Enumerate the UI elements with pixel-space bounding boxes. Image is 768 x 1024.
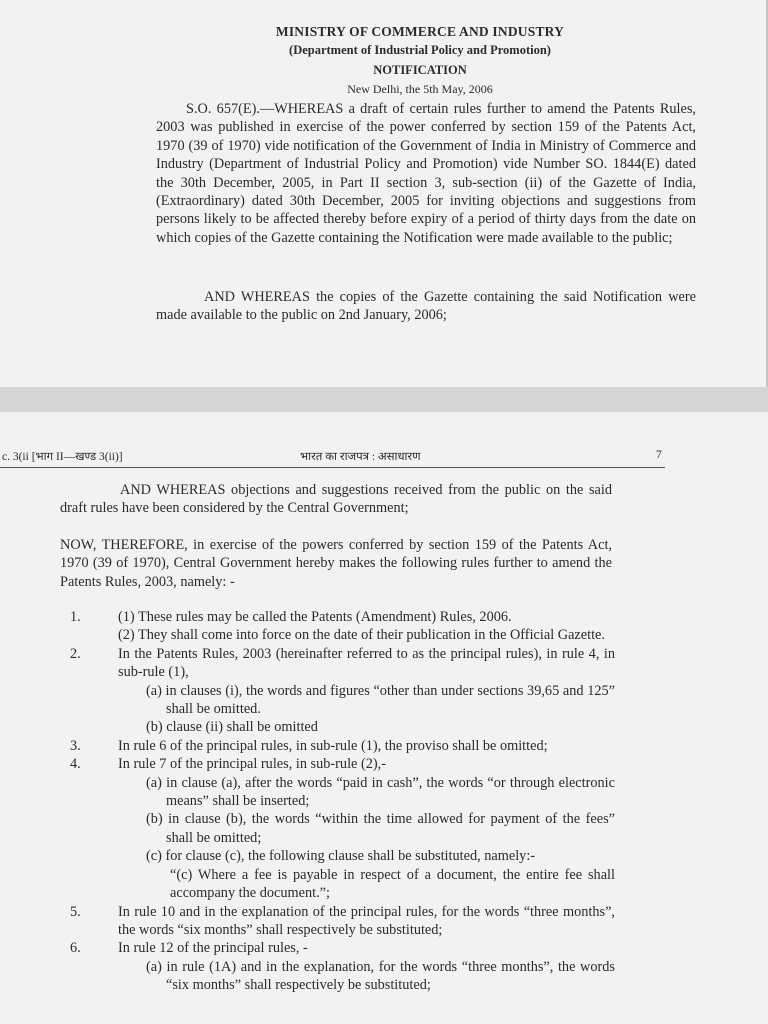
running-head-title: भारत का राजपत्र : असाधारण — [300, 451, 421, 463]
running-head — [0, 447, 665, 468]
page-number: 7 — [656, 449, 662, 461]
rule-4-text: In rule 7 of the principal rules, in sub-rule (2),- — [118, 756, 386, 773]
notification-heading: NOTIFICATION — [373, 63, 467, 77]
rule-6-text: In rule 12 of the principal rules, - — [118, 940, 308, 957]
clause-label: (b) — [146, 719, 163, 736]
clause-text: clause (ii) shall be omitted — [166, 719, 318, 736]
rule-2-text: In the Patents Rules, 2003 (hereinafter referred to as the principal rules), in rule 4, in sub-rule (1), — [118, 645, 615, 681]
ministry-heading: MINISTRY OF COMMERCE AND INDUSTRY — [275, 24, 565, 39]
rule-4-substituted-clause: “(c) Where a fee is payable in respect of a document, the entire fee shall accompany the document.”; — [170, 866, 615, 902]
rule-4 — [70, 755, 615, 902]
rule-number: 4. — [70, 756, 81, 773]
whereas-paragraph — [60, 481, 612, 518]
rules-list — [70, 608, 615, 995]
rule-3 — [70, 737, 615, 755]
rule-6-clause-a: (a) in rule (1A) and in the explanation, for the words “three months”, the words “six months” shall respectively be substituted; — [146, 958, 615, 994]
rule-4-clause-b: (b) in clause (b), the words “within the time allowed for payment of the fees” shall be omitted; — [146, 811, 615, 846]
clause-text: in clauses (i), the words and figures “other than under sections 39,65 and 125” shall be omitted. — [165, 682, 615, 718]
rule-number: 2. — [70, 645, 81, 662]
running-head-section: c. 3(ii [भाग II—खण्ड 3(ii)] — [2, 451, 123, 463]
preamble-text-2: AND WHEREAS the copies of the Gazette containing the said Notification were made available to the public on 2nd January, 2006; — [156, 289, 696, 324]
notification-date: New Delhi, the 5th May, 2006 — [347, 82, 493, 96]
clause-label: (a) — [146, 682, 162, 699]
rule-6 — [70, 939, 615, 994]
rule-5-text: In rule 10 and in the explanation of the principal rules, for the words “three months”, the words “six months” shall respectively be substituted; — [118, 903, 615, 938]
rule-2-clause-a — [118, 682, 615, 719]
rule-number: 6. — [70, 940, 81, 957]
page-gap — [0, 387, 768, 412]
rule-1 — [70, 608, 615, 645]
rule-1-sub-2: (2) They shall come into force on the date of their publication in the Official Gazette. — [118, 627, 605, 644]
preamble-paragraph-1 — [156, 100, 696, 247]
department-heading: (Department of Industrial Policy and Promotion) — [289, 43, 551, 57]
rule-2 — [70, 645, 615, 737]
rule-number: 1. — [70, 609, 81, 625]
rule-2-clause-b — [118, 718, 615, 736]
therefore-paragraph: NOW, THEREFORE, in exercise of the powers conferred by section 159 of the Patents Act, 1970 (39 of 1970), Central Government hereby makes the following rules further to amend the Patents Rules, 2003, namely: - — [60, 537, 612, 590]
rule-number: 3. — [70, 737, 81, 754]
preamble-text-1: S.O. 657(E).—WHEREAS a draft of certain rules further to amend the Patents Rules, 2003 was published in exercise of the power conferred by section 159 of the Patents Act, 1970 (39 of 1970) vide notification of the Government of India in Ministry of Commerce and Industry (Department of Industrial Policy and Promotion) vide Number SO. 1844(E) dated the 30th December, 2005, in Part II section 3, sub-section (ii) of the Gazette of India, (Extraordinary) dated 30th December, 2005 for inviting objections and suggestions from persons likely to be affected thereby before expiry of a period of thirty days from the date on which copies of the Gazette containing the Notification were made available to the public; — [156, 101, 696, 246]
rule-3-text: In rule 6 of the principal rules, in sub-rule (1), the proviso shall be omitted; — [118, 737, 548, 754]
rule-5 — [70, 903, 615, 940]
whereas-text: AND WHEREAS objections and suggestions received from the public on the said draft rules have been considered by the Central Government; — [60, 482, 612, 517]
rule-4-clause-c: (c) for clause (c), the following clause shall be substituted, namely:- — [146, 848, 536, 865]
preamble-paragraph-2 — [156, 288, 696, 325]
rule-4-clause-a: (a) in clause (a), after the words “paid in cash”, the words “or through electronic means” shall be inserted; — [146, 774, 615, 810]
rule-1-sub-1: (1) These rules may be called the Patents (Amendment) Rules, 2006. — [118, 609, 512, 625]
rule-number: 5. — [70, 903, 81, 920]
